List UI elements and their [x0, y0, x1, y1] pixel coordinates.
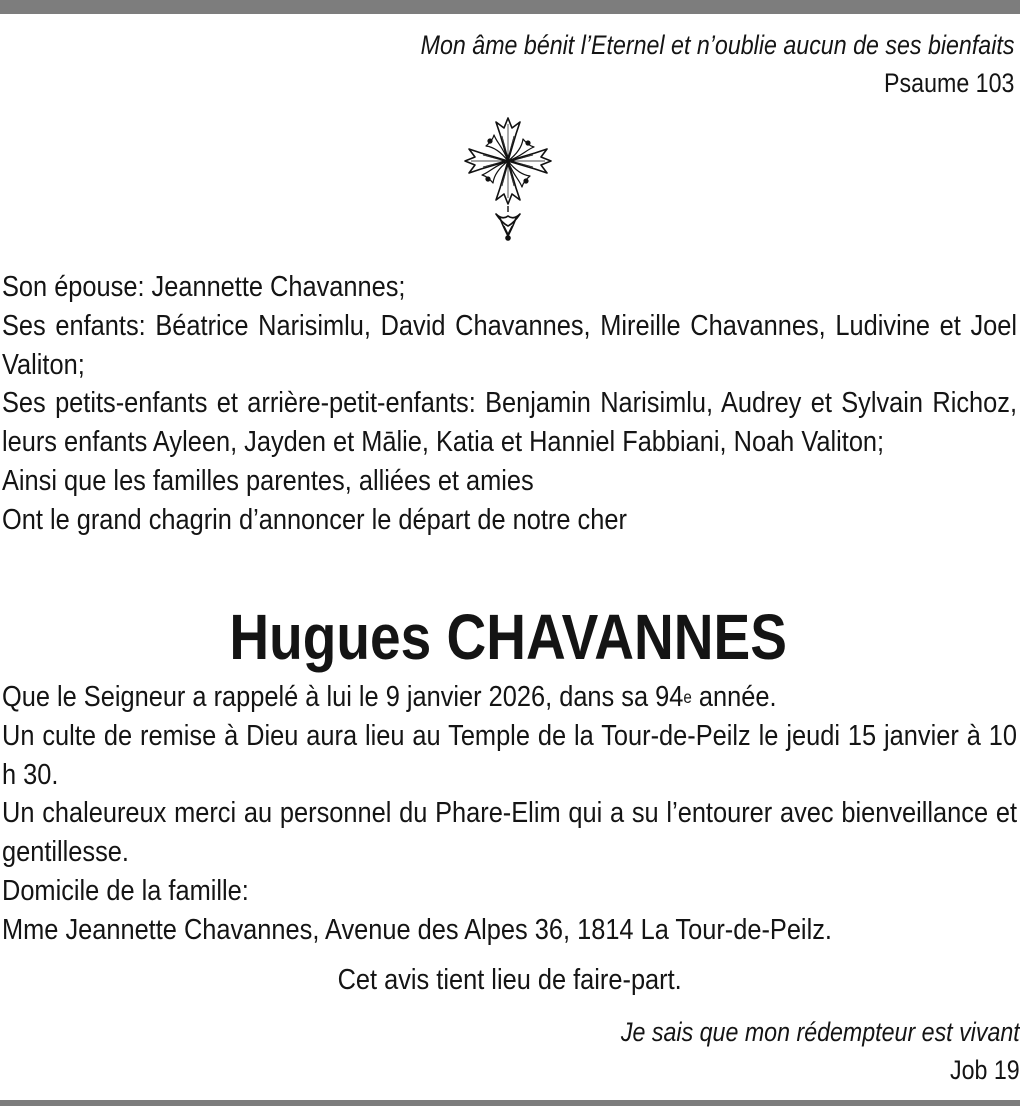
- death-suffix: année.: [691, 681, 777, 713]
- notice-text: Cet avis tient lieu de faire-part.: [337, 964, 683, 996]
- deceased-name-text: Hugues CHAVANNES: [229, 601, 787, 673]
- death-line: [2, 678, 1017, 717]
- death-ordinal: e: [683, 686, 692, 707]
- spouse-line: Son épouse: Jeannette Chavannes;: [2, 271, 406, 303]
- thanks-line: Un chaleureux merci au personnel du Phare-Elim qui a su l’entourer avec bienveillance et gentillesse.: [2, 797, 1017, 869]
- details-section: [2, 678, 1017, 950]
- notice-line: [0, 961, 1020, 999]
- header-verse-quote: Mon âme bénit l’Eternel et n’oublie aucun de ses bienfaits: [420, 30, 1014, 60]
- grandchildren-line: Ses petits-enfants et arrière-petit-enfants: Benjamin Narisimlu, Audrey et Sylvain Richoz, leurs enfants Ayleen, Jayden et Mālie, Katia et Hanniel Fabbiani, Noah Valiton;: [2, 387, 1017, 459]
- huguenot-cross-icon: [460, 114, 556, 244]
- family-section: [2, 268, 1017, 540]
- top-divider: [0, 0, 1020, 14]
- deceased-name: [0, 597, 1016, 677]
- header-verse-reference: Psaume 103: [883, 68, 1014, 98]
- footer-verse-quote: Je sais que mon rédempteur est vivant: [621, 1017, 1020, 1047]
- children-line: Ses enfants: Béatrice Narisimlu, David Chavannes, Mireille Chavannes, Ludivine et Joel Valiton;: [2, 309, 1017, 381]
- header-verse: [420, 26, 1014, 102]
- death-prefix: Que le Seigneur a rappelé à lui le 9 janvier 2026, dans sa 94: [2, 681, 684, 713]
- domicile-address: Mme Jeannette Chavannes, Avenue des Alpes 36, 1814 La Tour-de-Peilz.: [2, 913, 832, 946]
- announcement-line: Ont le grand chagrin d’annoncer le départ de notre cher: [2, 503, 627, 536]
- service-line: Un culte de remise à Dieu aura lieu au Temple de la Tour-de-Peilz le jeudi 15 janvier à 10 h 30.: [2, 719, 1017, 791]
- footer-verse: [621, 1013, 1020, 1089]
- bottom-divider: [0, 1100, 1020, 1106]
- footer-verse-reference: Job 19: [950, 1055, 1020, 1085]
- domicile-label: Domicile de la famille:: [2, 874, 249, 907]
- extended-family-line: Ainsi que les familles parentes, alliées et amies: [2, 464, 534, 497]
